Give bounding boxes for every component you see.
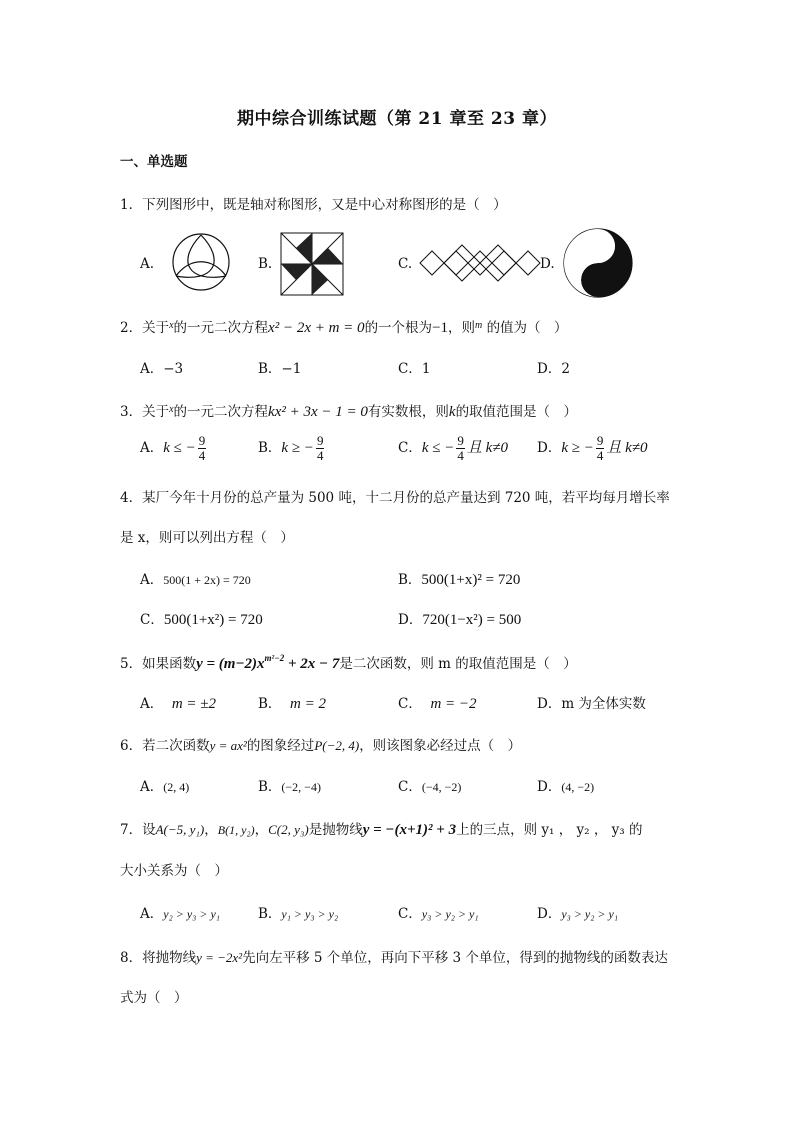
question-8-stem: 8．将抛物线y = −2x²先向左平移 5 个单位，再向下平移 3 个单位，得到的抛物线的函数表达 [120,950,668,966]
q5-option-b: B． m = 2 [258,696,326,712]
q3-option-b: B．k ≥ − $\frac{9}{4}$ [258,433,324,463]
q3-option-d: D．k ≥ − $\frac{9}{4}$ 且 k≠0 [537,433,648,463]
q5-option-a: A． m = ±2 [140,696,217,712]
q4-option-c: C．500(1+x²) = 720 [140,612,263,628]
q4-option-b: B．500(1+x)² = 720 [398,572,521,588]
q5-option-d: D．m 为全体实数 [537,696,646,712]
q7-option-b: B．y₁ > y₃ > y₂ [258,906,339,922]
q2-var-m: m [475,320,483,331]
question-7-line-2: 大小关系为（ ） [120,863,228,879]
q3-option-c: C．k ≤ − $\frac{9}{4}$ 且 k≠0 [398,433,508,463]
triquetra-figure [160,227,242,297]
taiji-figure [562,227,634,299]
q4-option-d: D．720(1−x²) = 500 [398,612,522,628]
q2-option-b: B．−1 [258,361,302,377]
question-3-stem [120,400,577,421]
q2-option-c: C．1 [398,361,431,377]
q1-option-c-label: C. [398,256,413,272]
q6-option-c: C．(−4, −2) [398,779,462,795]
question-1-stem: 1．下列图形中，既是轴对称图形，又是中心对称图形的是（ ） [120,197,507,213]
q7-point-b: B(1, y₂) [217,823,255,837]
q6-option-a: A．(2, 4) [140,779,190,795]
q2-post: 的值为（ ） [486,320,568,336]
q5-equation: $y = (m-2)x^{m^2-2} + 2x - 7$ [196,653,340,672]
diamond-chain-figure [418,241,542,285]
q7-option-c: C．y₃ > y₂ > y₁ [398,906,479,922]
q3-mid: 的一元二次方程 [173,404,269,420]
q2-mid2: 的一个根为 [364,320,433,336]
q1-option-b-label: B. [258,256,273,272]
pinwheel-figure [280,232,344,296]
q1-option-a-label: A. [140,256,155,272]
question-7-stem: 7．设A(−5, y₁)，B(1, y₂)，C(2, y₃)是抛物线y = −(x+1)² + 3上的三点，则 y₁ ， y₂ ， y₃ 的 [120,822,643,838]
q3-option-a: A．k ≤ − $\frac{9}{4}$ [140,433,206,463]
q7-option-a: A．y₂ > y₃ > y₁ [140,906,220,922]
q2-root: −1 [432,320,449,336]
q3-post: 有实数根，则 [367,404,449,420]
q3-prefix: 3．关于 [120,404,170,420]
q7-option-d: D．y₃ > y₂ > y₁ [537,906,619,922]
q5-option-c: C． m = −2 [398,696,477,712]
q2-mid3: ，则 [448,320,476,336]
question-5-stem: 5．如果函数$y = (m-2)x^{m^2-2} + 2x - 7$是二次函数，则 m 的取值范围是（ ） [120,653,577,672]
q6-option-b: B．(−2, −4) [258,779,321,795]
question-4-line-1: 4．某厂今年十月份的总产量为 500 吨，十二月份的总产量达到 720 吨，若平均每月增长率 [120,490,670,506]
q6-point: P(−2, 4) [314,738,360,753]
q7-point-a: A(−5, y₁) [155,822,205,837]
q2-mid: 的一元二次方程 [173,320,269,336]
question-6-stem: 6．若二次函数y = ax²的图象经过P(−2, 4)，则该图象必经过点（ ） [120,738,522,754]
q3-var-k: k [448,404,456,420]
q3-var-x: x [169,404,174,415]
question-2-stem [120,316,568,337]
q7-equation: y = −(x+1)² + 3 [362,822,457,838]
q1-option-d-label: D. [540,256,555,272]
section-heading: 一、单选题 [120,154,188,170]
q2-equation: x² − 2x + m = 0 [268,320,365,336]
q3-equation: kx² + 3x − 1 = 0 [268,404,368,420]
page-title: 期中综合训练试题（第 21 章至 23 章） [237,109,557,129]
q2-prefix: 2．关于 [120,320,170,336]
q7-point-c: C(2, y₃) [268,822,309,837]
q4-option-a: A．500(1 + 2x) = 720 [140,572,251,588]
question-8-line-2: 式为（ ） [120,990,188,1006]
question-4-line-2: 是 x，则可以列出方程（ ） [120,530,294,546]
q2-option-a: A．−3 [140,361,184,377]
q6-option-d: D．(4, −2) [537,779,595,795]
q6-equation: y = ax² [209,738,247,753]
q2-option-d: D．2 [537,361,570,377]
q2-var-x: x [169,320,174,331]
q8-equation: y = −2x² [196,950,243,965]
q3-post2: 的取值范围是（ ） [455,404,578,420]
